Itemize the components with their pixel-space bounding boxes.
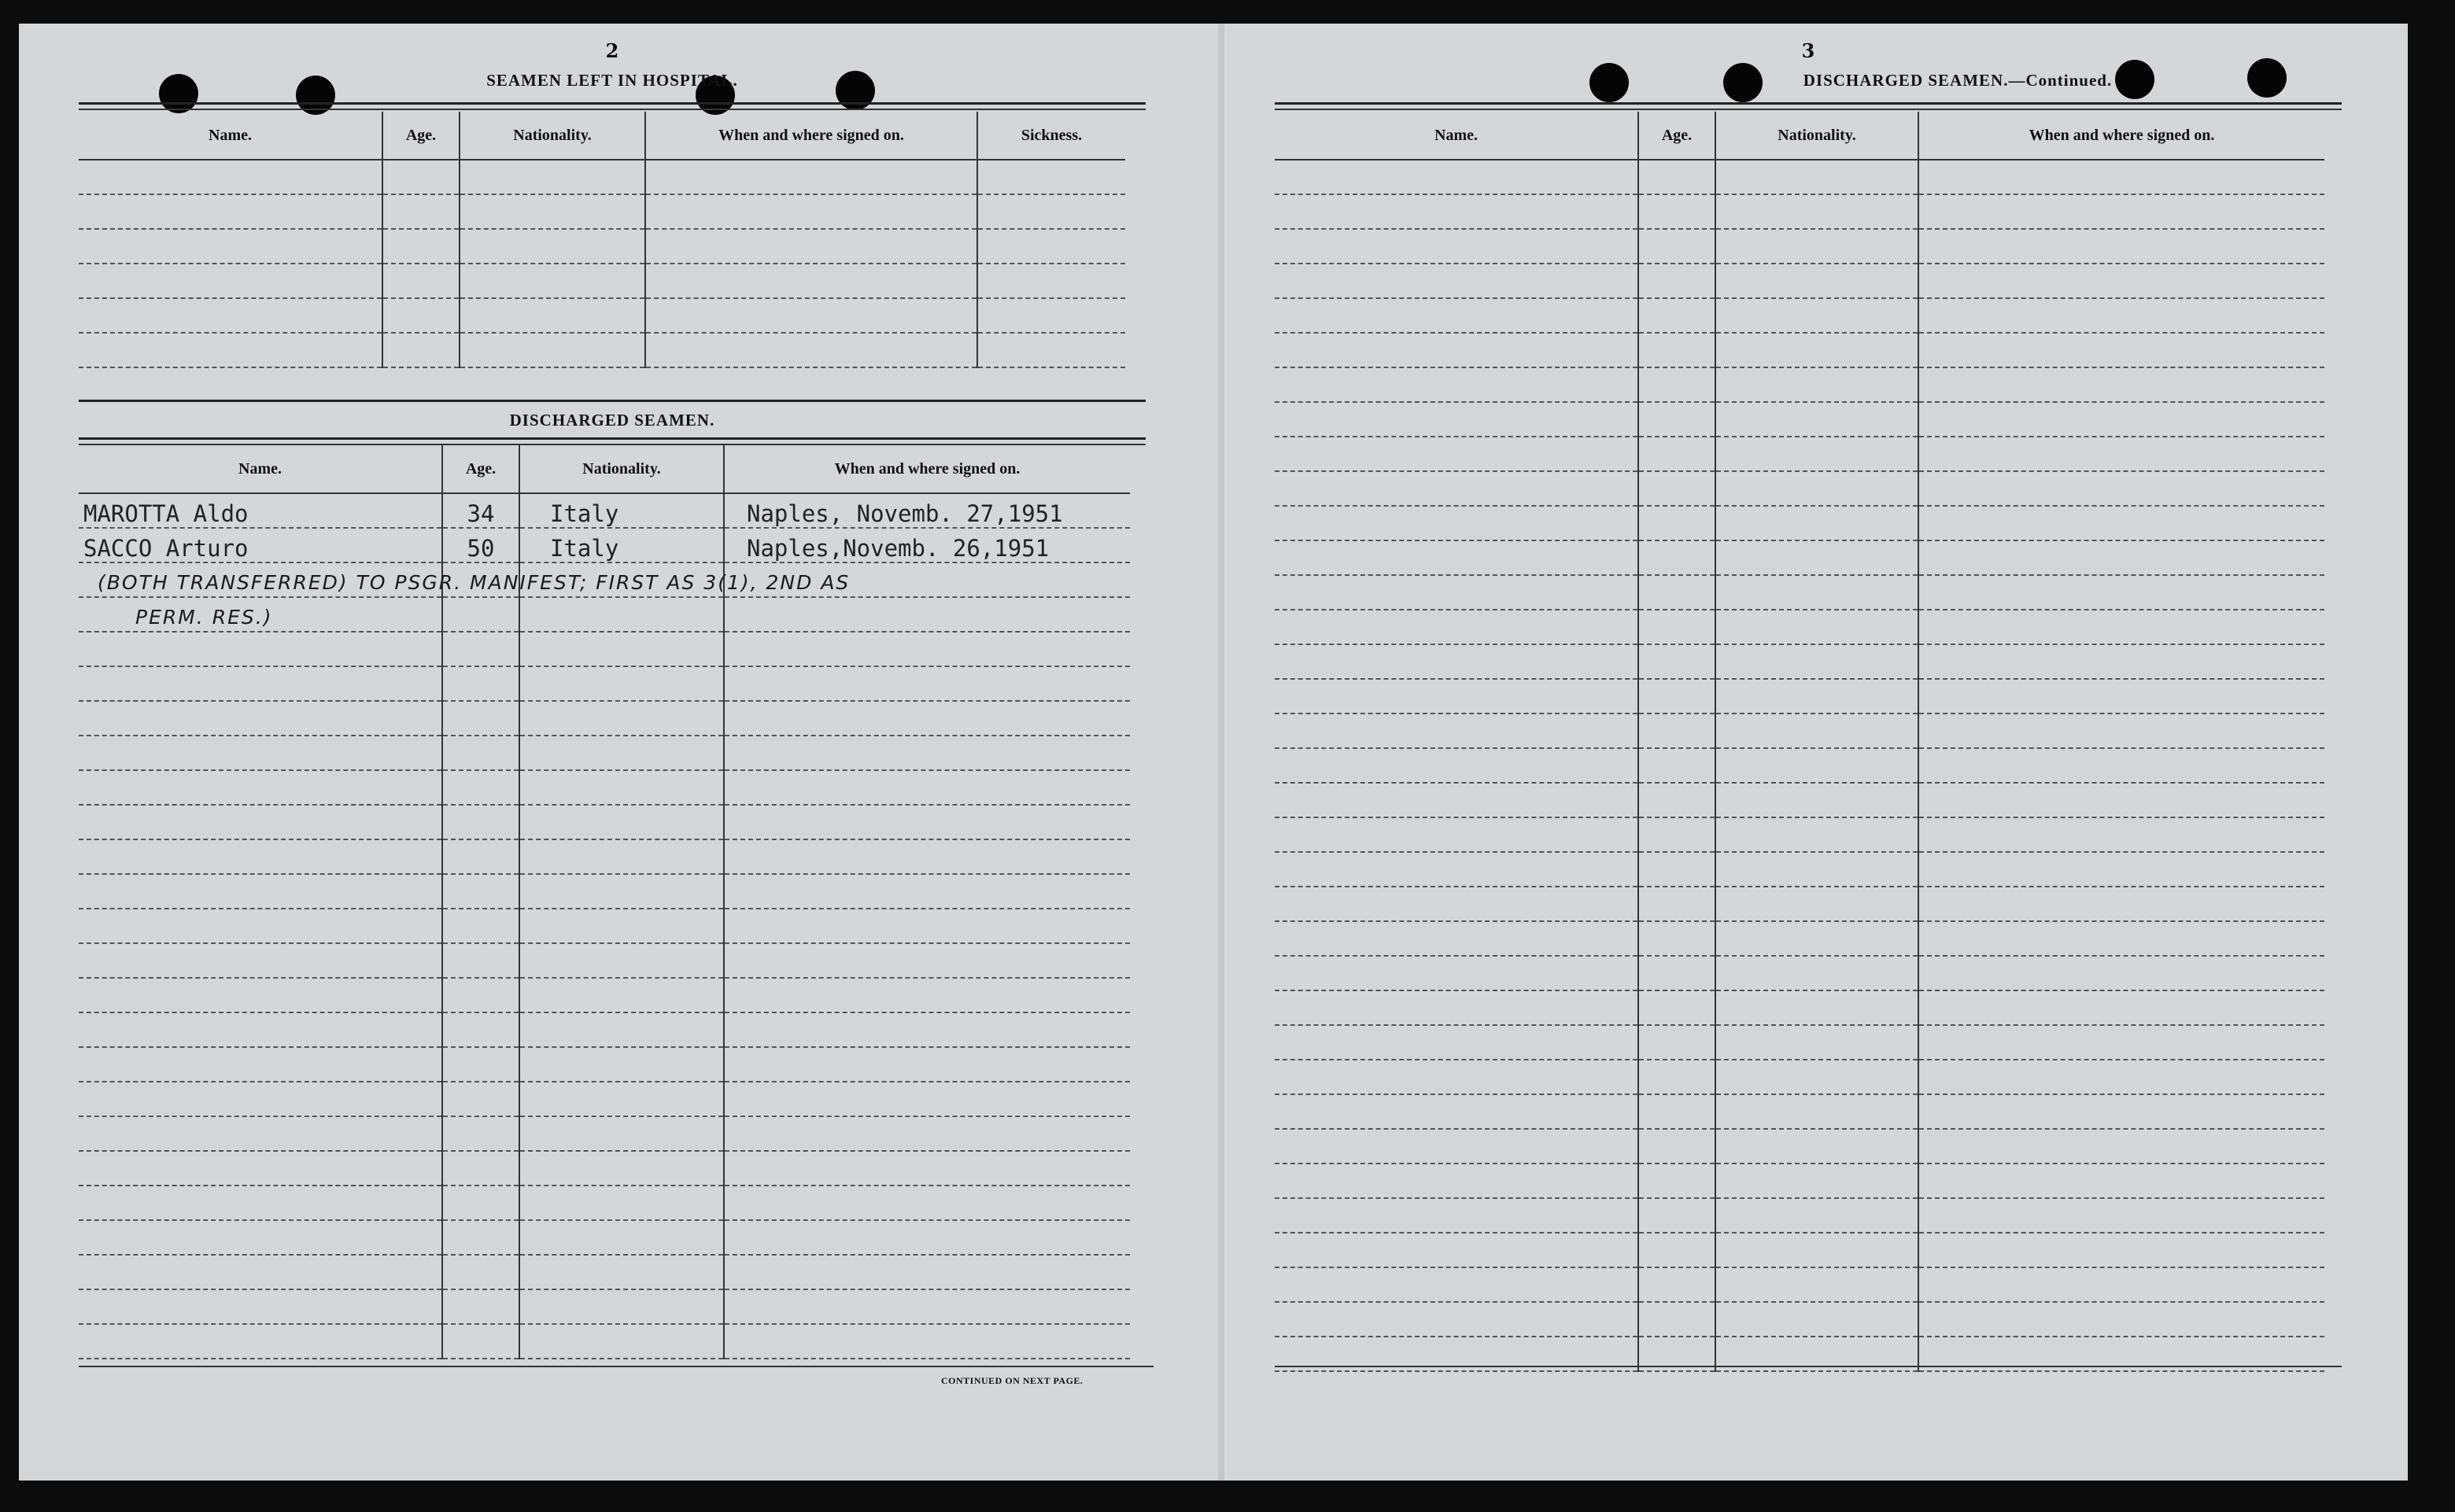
hospital-section-title: SEAMEN LEFT IN HOSPITAL. xyxy=(486,71,738,90)
seaman-signed-on: Naples, Novemb. 27,1951 xyxy=(724,493,1130,528)
table-row xyxy=(79,736,1130,770)
table-row xyxy=(79,194,1125,229)
table-row xyxy=(79,1082,1130,1116)
table-row xyxy=(1275,298,2324,333)
table-row xyxy=(1275,956,2324,990)
table-header-row xyxy=(1275,112,2324,160)
table-row xyxy=(79,1220,1130,1255)
table-row xyxy=(1275,1164,2324,1198)
table-row xyxy=(79,264,1125,298)
handwritten-note-line-1: (BOTH TRANSFERRED) TO PSGR. MANIFEST; FIRST AS 3(1), 2ND AS xyxy=(98,571,851,594)
table-row xyxy=(79,1047,1130,1082)
table-row xyxy=(79,1151,1130,1186)
table-row xyxy=(1275,1233,2324,1267)
table-row xyxy=(1275,471,2324,506)
table-row xyxy=(79,1186,1130,1220)
table-row xyxy=(1275,679,2324,714)
table-row xyxy=(1275,160,2324,194)
column-header: Name. xyxy=(79,112,382,160)
table-row xyxy=(79,333,1125,367)
column-header: When and where signed on. xyxy=(724,445,1130,493)
seaman-signed-on: Naples,Novemb. 26,1951 xyxy=(724,528,1130,562)
table-row xyxy=(79,160,1125,194)
table-row xyxy=(79,229,1125,264)
seaman-age: 34 xyxy=(442,493,519,528)
bottom-rule xyxy=(1275,1366,2342,1367)
table-header-row xyxy=(79,445,1130,493)
column-header: Age. xyxy=(382,112,460,160)
table-row xyxy=(1275,540,2324,575)
column-header: Nationality. xyxy=(460,112,645,160)
table-row xyxy=(1275,1129,2324,1164)
table-row xyxy=(79,666,1130,701)
table-row xyxy=(1275,748,2324,783)
table-row xyxy=(79,839,1130,874)
page-number: 2 xyxy=(605,39,619,62)
continued-note: CONTINUED ON NEXT PAGE. xyxy=(941,1375,1084,1386)
table-row xyxy=(1275,990,2324,1025)
table-row xyxy=(1275,1094,2324,1129)
table-row xyxy=(1275,644,2324,679)
column-header: Age. xyxy=(442,445,519,493)
table-row xyxy=(1275,852,2324,887)
table-row xyxy=(1275,887,2324,921)
table-row xyxy=(1275,921,2324,956)
seaman-name: SACCO Arturo xyxy=(79,528,442,562)
table-row xyxy=(1275,402,2324,437)
seaman-age: 50 xyxy=(442,528,519,562)
table-row xyxy=(79,528,1130,562)
column-header: Sickness. xyxy=(977,112,1125,160)
table-row xyxy=(1275,1198,2324,1233)
hospital-table xyxy=(79,112,1125,368)
table-row xyxy=(1275,575,2324,610)
table-row xyxy=(1275,714,2324,748)
discharged-continued-title: DISCHARGED SEAMEN.—Continued. xyxy=(1803,71,2113,90)
table-row xyxy=(1275,1060,2324,1094)
table-row xyxy=(79,493,1130,528)
table-row xyxy=(79,298,1125,333)
table-row xyxy=(79,909,1130,943)
bottom-rule xyxy=(79,1366,1154,1367)
column-header: When and where signed on. xyxy=(1918,112,2324,160)
table-row xyxy=(79,874,1130,909)
table-row xyxy=(79,1324,1130,1359)
table-row xyxy=(1275,506,2324,540)
section-rule xyxy=(79,400,1146,402)
seaman-nationality: Italy xyxy=(519,528,724,562)
table-row xyxy=(1275,367,2324,402)
discharged-continued-table xyxy=(1275,112,2324,1372)
column-header: Nationality. xyxy=(1715,112,1918,160)
table-header-row xyxy=(79,112,1125,160)
table-row xyxy=(1275,264,2324,298)
handwritten-note-line-2: PERM. RES.) xyxy=(135,606,273,629)
table-row xyxy=(79,770,1130,805)
column-header: Age. xyxy=(1638,112,1715,160)
table-row xyxy=(79,978,1130,1012)
table-row xyxy=(79,943,1130,978)
table-row xyxy=(1275,610,2324,644)
table-row xyxy=(79,701,1130,736)
table-row xyxy=(1275,1267,2324,1302)
table-row xyxy=(79,1289,1130,1324)
discharged-section-title: DISCHARGED SEAMEN. xyxy=(509,411,715,430)
table-row xyxy=(79,632,1130,666)
table-row xyxy=(1275,1025,2324,1060)
column-header: Name. xyxy=(1275,112,1638,160)
section-rule xyxy=(79,437,1146,440)
top-rule xyxy=(1275,102,2342,105)
top-rule xyxy=(1275,109,2342,110)
table-row xyxy=(79,1012,1130,1047)
table-row xyxy=(79,805,1130,839)
page-spine xyxy=(1218,24,1224,1481)
table-row xyxy=(1275,783,2324,817)
table-row xyxy=(79,1255,1130,1289)
left-page xyxy=(79,0,1146,1457)
table-row xyxy=(1275,229,2324,264)
seaman-name: MAROTTA Aldo xyxy=(79,493,442,528)
table-row xyxy=(1275,817,2324,852)
top-rule xyxy=(79,109,1146,110)
right-page xyxy=(1275,0,2342,1457)
table-row xyxy=(1275,194,2324,229)
column-header: Nationality. xyxy=(519,445,724,493)
table-row xyxy=(79,1116,1130,1151)
top-rule xyxy=(79,102,1146,105)
seaman-nationality: Italy xyxy=(519,493,724,528)
page-number: 3 xyxy=(1801,39,1815,62)
column-header: Name. xyxy=(79,445,442,493)
column-header: When and where signed on. xyxy=(645,112,977,160)
table-row xyxy=(1275,333,2324,367)
table-row xyxy=(1275,1302,2324,1337)
table-row xyxy=(1275,437,2324,471)
